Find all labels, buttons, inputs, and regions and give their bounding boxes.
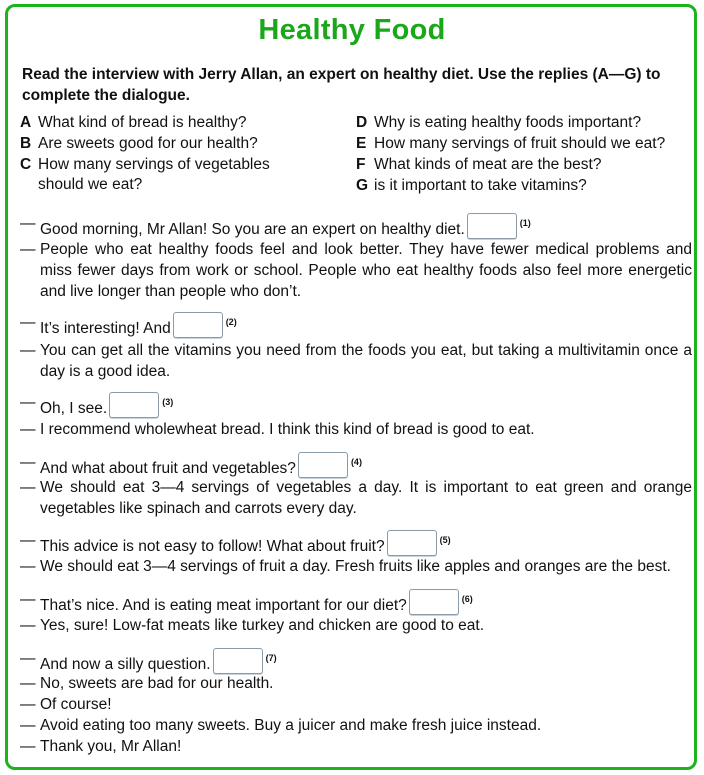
reply-f (356, 155, 601, 175)
reply-letter: E (356, 135, 367, 152)
dialogue-text: We should eat 3—4 servings of fruit a day. Fresh fruits like apples and oranges are the best. (40, 558, 671, 575)
dash: — (20, 215, 36, 232)
dialogue-text: We should eat 3—4 servings of vegetables a day. It is important to eat green and orange vegetables like spinach and carrots every day. (40, 479, 692, 517)
dialogue-line-5 (20, 392, 692, 419)
answer-gap-6[interactable] (409, 589, 459, 615)
dash: — (20, 479, 36, 496)
dialogue-line-9 (20, 530, 692, 557)
dash: — (20, 696, 36, 713)
dash: — (20, 558, 36, 575)
dialogue-line-16 (20, 715, 692, 736)
dash: — (20, 314, 36, 331)
dash: — (20, 421, 36, 438)
reply-text: How many servings of vegetables (38, 156, 270, 173)
dialogue-text: This advice is not easy to follow! What about fruit? (40, 538, 385, 555)
reply-letter: G (356, 177, 369, 194)
dash: — (20, 591, 36, 608)
gap-number: (4) (350, 457, 362, 467)
reply-text: What kind of bread is healthy? (38, 114, 247, 131)
gap-number: (2) (225, 317, 237, 327)
dash: — (20, 717, 36, 734)
dash: — (20, 241, 36, 258)
reply-text: Why is eating healthy foods important? (374, 114, 642, 131)
dialogue-text: I recommend wholewheat bread. I think this kind of bread is good to eat. (40, 421, 535, 438)
reply-d (356, 113, 641, 133)
dialogue-line-14 (20, 673, 692, 694)
reply-letter: C (20, 156, 32, 173)
reply-e (356, 134, 665, 154)
reply-text: is it important to take vitamins? (374, 177, 587, 194)
dialogue-line-2 (20, 239, 692, 302)
reply-letter: D (356, 114, 368, 131)
reply-text: How many servings of fruit should we eat? (374, 135, 666, 152)
dialogue-line-6 (20, 419, 692, 440)
gap-number: (6) (461, 594, 473, 604)
dialogue-line-1 (20, 213, 692, 240)
reply-a (20, 113, 247, 133)
dialogue-line-11 (20, 589, 692, 616)
dialogue-line-15 (20, 694, 692, 715)
answer-gap-1[interactable] (467, 213, 517, 239)
dash: — (20, 675, 36, 692)
gap-number: (1) (519, 218, 531, 228)
dash: — (20, 650, 36, 667)
dialogue-text: Oh, I see. (40, 400, 108, 417)
dialogue-text: You can get all the vitamins you need from the foods you eat, but taking a multivitamin once a day is a good idea. (40, 342, 692, 380)
gap-number: (5) (439, 535, 451, 545)
dialogue-text: It’s interesting! And (40, 320, 171, 337)
answer-gap-4[interactable] (298, 452, 348, 478)
reply-letter: B (20, 135, 32, 152)
page-title: Healthy Food (258, 14, 446, 46)
dialogue-text: No, sweets are bad for our health. (40, 675, 274, 692)
reply-text: What kinds of meat are the best? (374, 156, 602, 173)
answer-gap-3[interactable] (109, 392, 159, 418)
answer-gap-7[interactable] (213, 648, 263, 674)
reply-c (20, 155, 270, 195)
dialogue-text: Thank you, Mr Allan! (40, 738, 182, 755)
dialogue-text: And now a silly question. (40, 656, 211, 673)
dialogue-text: And what about fruit and vegetables? (40, 460, 296, 477)
dialogue-line-4 (20, 340, 692, 382)
answer-gap-5[interactable] (387, 530, 437, 556)
dialogue-text: Avoid eating too many sweets. Buy a juicer and make fresh juice instead. (40, 717, 542, 734)
dash: — (20, 454, 36, 471)
dialogue-line-8 (20, 477, 692, 519)
reply-letter: F (356, 156, 366, 173)
dash: — (20, 394, 36, 411)
dialogue-line-13 (20, 648, 692, 675)
dialogue-line-12 (20, 615, 692, 636)
dash: — (20, 617, 36, 634)
dialogue-line-3 (20, 312, 692, 339)
dialogue-text: That’s nice. And is eating meat important for our diet? (40, 597, 407, 614)
reply-letter: A (20, 114, 32, 131)
gap-number: (3) (162, 397, 174, 407)
reply-g (356, 176, 587, 196)
dialogue-text: Good morning, Mr Allan! So you are an expert on healthy diet. (40, 221, 465, 238)
dialogue-line-10 (20, 556, 692, 577)
dialogue-text: Yes, sure! Low-fat meats like turkey and chicken are good to eat. (40, 617, 485, 634)
dash: — (20, 342, 36, 359)
reply-text-continued: should we eat? (38, 176, 143, 193)
dash: — (20, 532, 36, 549)
reply-b (20, 134, 258, 154)
instruction-text: Read the interview with Jerry Allan, an expert on healthy diet. Use the replies (A—G) to complete the dialogue. (22, 66, 661, 104)
reply-text: Are sweets good for our health? (38, 135, 258, 152)
answer-gap-2[interactable] (173, 312, 223, 338)
dialogue-line-7 (20, 452, 692, 479)
dialogue-text: Of course! (40, 696, 112, 713)
dash: — (20, 738, 36, 755)
dialogue-line-17 (20, 736, 692, 757)
gap-number: (7) (265, 653, 277, 663)
dialogue-text: People who eat healthy foods feel and look better. They have fewer medical problems and miss fewer days from work or school. People who eat healthy foods also feel more energetic and live longer than people who don’t. (40, 241, 692, 300)
